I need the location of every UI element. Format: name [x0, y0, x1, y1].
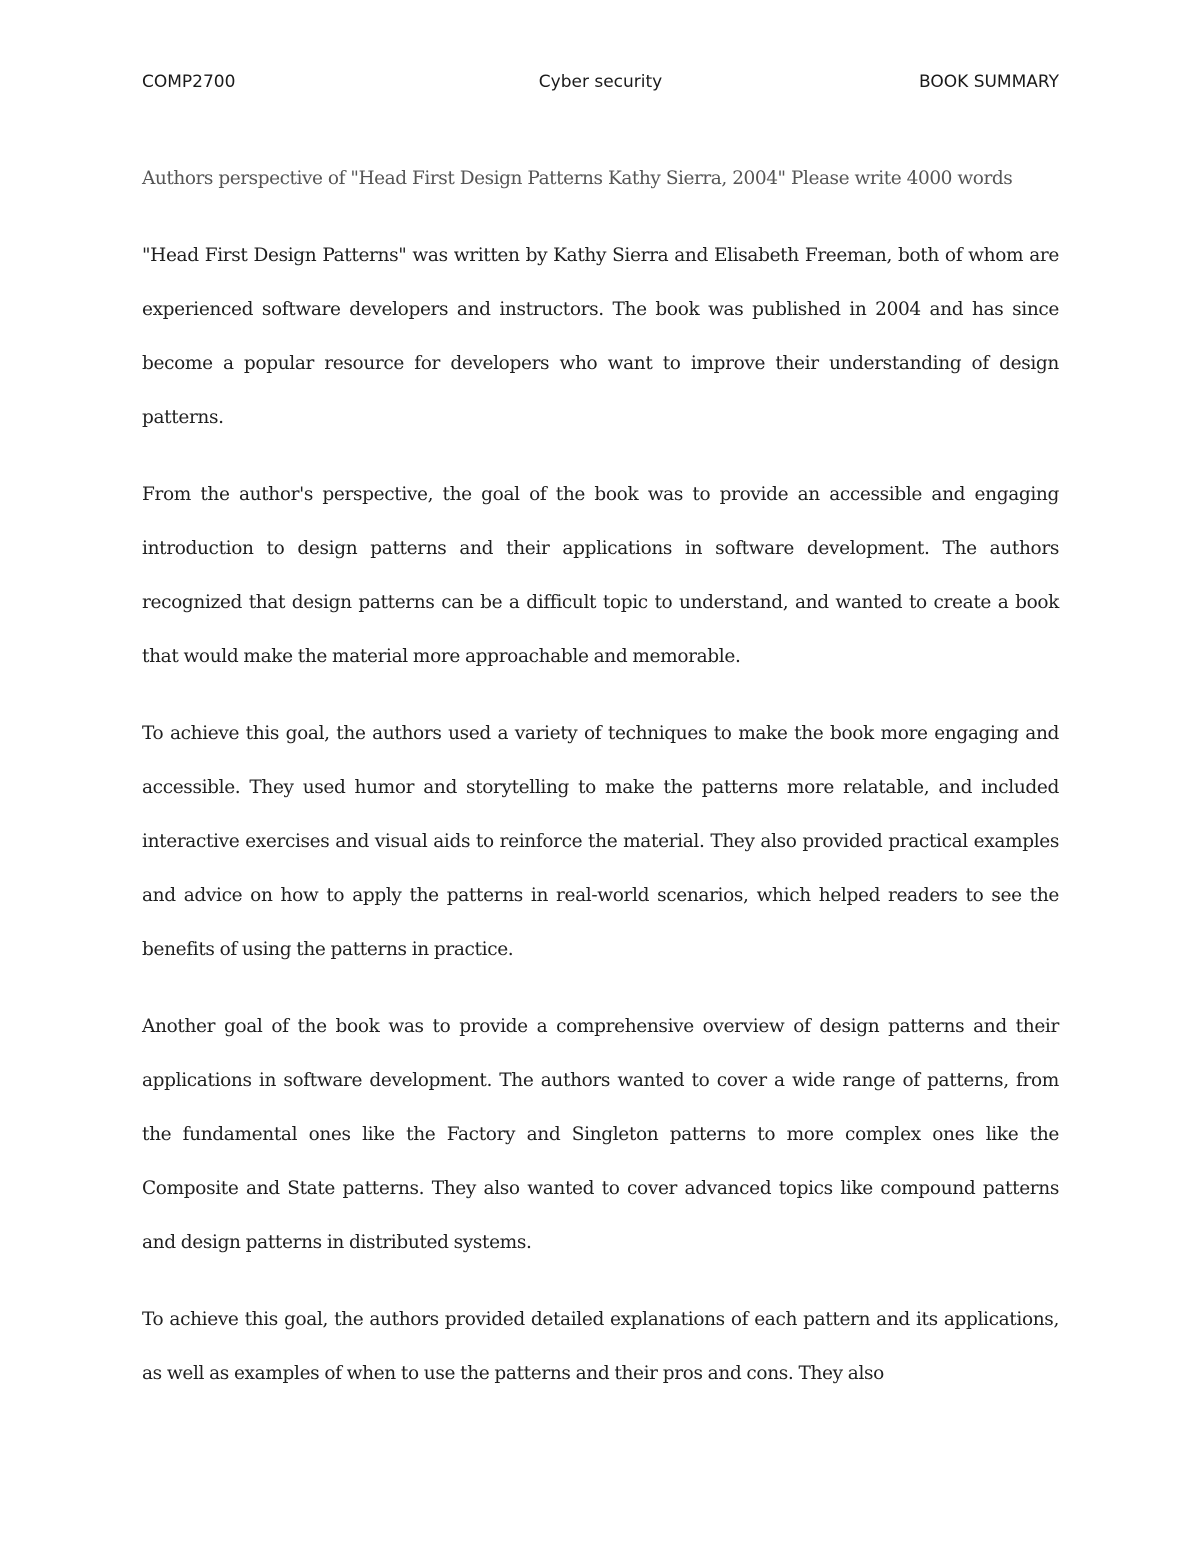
header-subject: Cyber security: [538, 72, 663, 92]
document-body: [142, 163, 1059, 1424]
prompt-line: Authors perspective of "Head First Design Patterns Kathy Sierra, 2004" Please write 4000 words: [142, 168, 1013, 189]
paragraph: From the author's perspective, the goal of the book was to provide an accessible and engaging introduction to design patterns and their applications in software development. The authors recognized that design patterns can be a difficult topic to understand, and wanted to create a book that would make the material more approachable and memorable.: [142, 484, 1059, 667]
header-doc-type: BOOK SUMMARY: [919, 72, 1059, 92]
paragraph: "Head First Design Patterns" was written by Kathy Sierra and Elisabeth Freeman, both of whom are experienced software developers and instructors. The book was published in 2004 and has since become a popular resource for developers who want to improve their understanding of design patterns.: [142, 245, 1059, 428]
paragraph: Another goal of the book was to provide a comprehensive overview of design patterns and their applications in software development. The authors wanted to cover a wide range of patterns, from the fundamental ones like the Factory and Singleton patterns to more complex ones like the Composite and State patterns. They also wanted to cover advanced topics like compound patterns and design patterns in distributed systems.: [142, 1016, 1059, 1253]
header-course-code: COMP2700: [142, 72, 236, 92]
paragraph: To achieve this goal, the authors provided detailed explanations of each pattern and its applications, as well as examples of when to use the patterns and their pros and cons. They also: [142, 1309, 1059, 1384]
paragraph: To achieve this goal, the authors used a variety of techniques to make the book more engaging and accessible. They used humor and storytelling to make the patterns more relatable, and included interactive exercises and visual aids to reinforce the material. They also provided practical examples and advice on how to apply the patterns in real-world scenarios, which helped readers to see the benefits of using the patterns in practice.: [142, 723, 1059, 960]
page-header: [142, 72, 1059, 100]
